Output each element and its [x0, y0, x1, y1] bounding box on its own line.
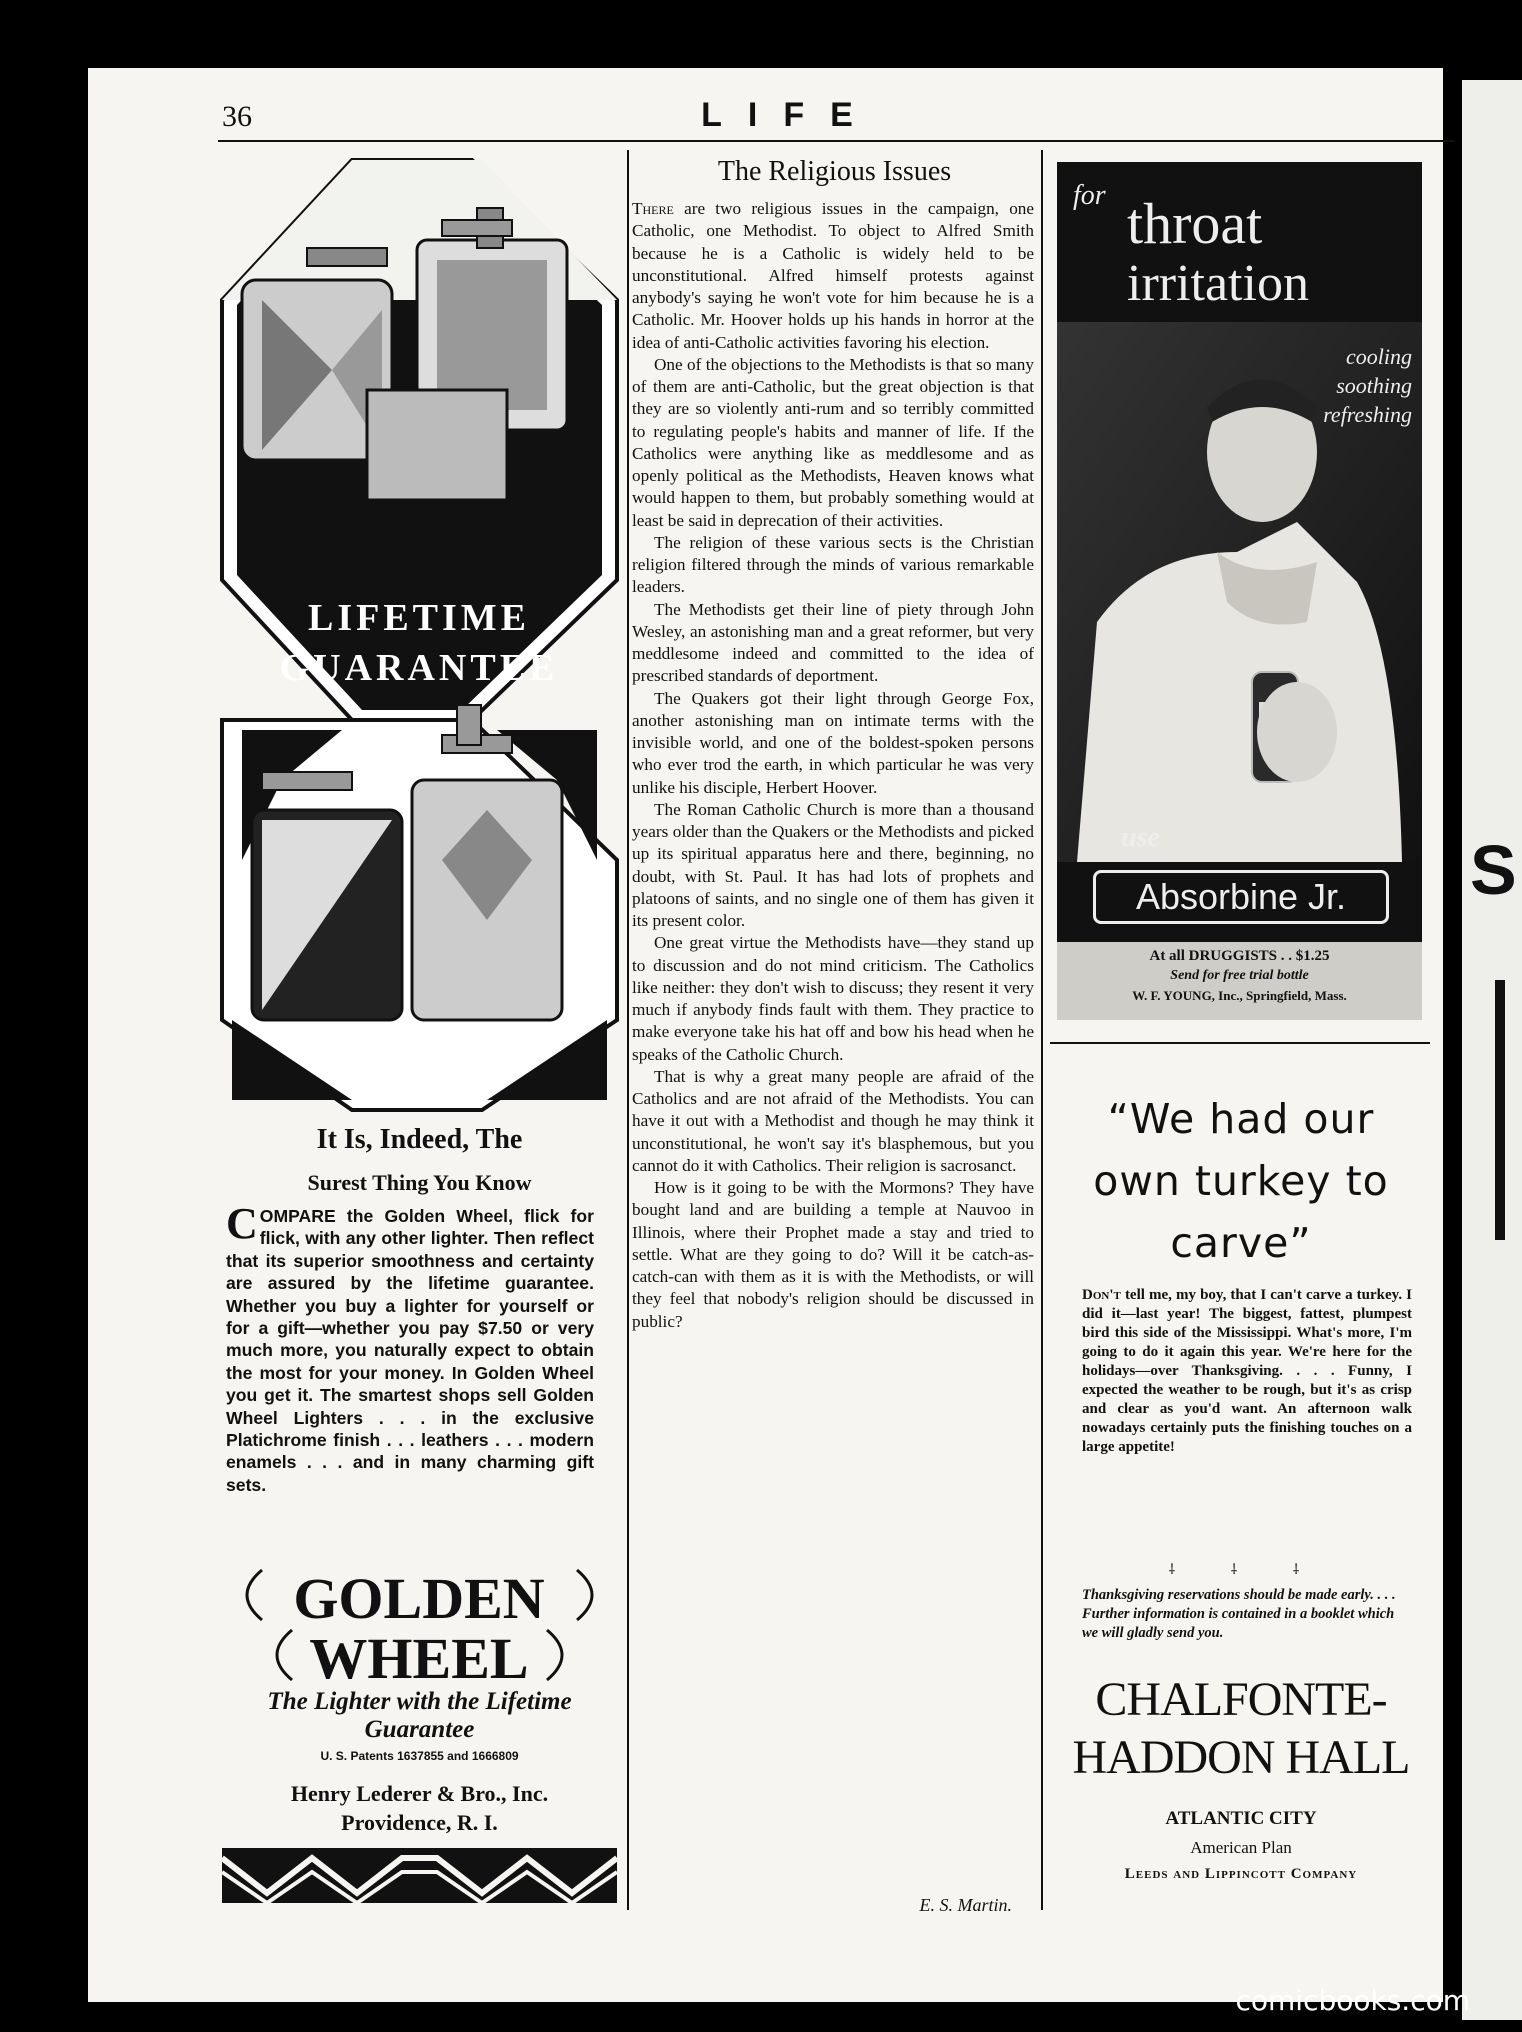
article-paragraph: How is it going to be with the Mormons? They have bought land and are building a temple at Nauvoo in Illinois, where their Prophet made a stay and tried to settle. What are they going to do? Will it be catch-as-catch-can with them as it is with the Methodists, or will they feel that nobody's religion should be discussed in public? — [632, 1178, 1034, 1331]
benefit-soothing: soothing — [1336, 373, 1412, 398]
banner-line1: LIFETIME — [307, 597, 531, 639]
column-rule-left — [627, 150, 629, 1910]
article-paragraph: The Methodists get their line of piety through John Wesley, an astonishing man and a great reformer, but very meddlesome indeed and committed to the idea of prescribed standards of deportment. — [632, 599, 1034, 686]
ad-headline1: throat — [1127, 191, 1263, 256]
page-number: 36 — [222, 100, 252, 133]
hotel-company: Leeds and Lippincott Company — [1124, 1866, 1358, 1882]
brand-line2: WHEEL — [309, 1626, 529, 1691]
article-body — [632, 198, 1034, 1333]
masthead: LIFE — [701, 96, 879, 134]
absorbine-ad — [1057, 162, 1422, 1020]
hotel-ad-lead: Don't — [1082, 1287, 1121, 1303]
article-signature: E. S. Martin. — [919, 1895, 1012, 1915]
article-paragraph: There are two religious issues in the campaign, one Catholic, one Methodist. To object to Alfred Smith because he is a Catholic is widely held to be unconstitutional. Alfred himself protests against anybody's saying he won't vote for him because he is a Catholic. Mr. Hoover holds up his hands in horror at the idea of anti-Catholic activities favoring his election. — [632, 199, 1035, 352]
article-lead: There — [632, 199, 674, 218]
brand-line1: GOLDEN — [293, 1566, 545, 1631]
lighter-illustration — [222, 160, 617, 1110]
lighter-company-city: Providence, R. I. — [341, 1810, 498, 1835]
banner-line2: GUARANTEE — [279, 647, 559, 689]
ad-headline2: irritation — [1127, 255, 1309, 312]
facing-page-letter: S — [1470, 831, 1517, 909]
article-paragraph: That is why a great many people are afraid of the Catholics and are not afraid of the Methodists. You can have it out with a Methodist and though he may think it unconstitutional, he won't say it's blasphemous, but you cannot do it with Catholics. Their religion is sacrosanct. — [632, 1066, 1034, 1175]
hotel-logo-line2: HADDON HALL — [1072, 1731, 1410, 1784]
lighter-ad-headline: It Is, Indeed, The — [316, 1124, 523, 1155]
hotel-logo-line1: CHALFONTE- — [1095, 1673, 1387, 1726]
facing-page-bar — [1495, 980, 1505, 1240]
lighter-ad-subheadline: Surest Thing You Know — [307, 1170, 532, 1195]
ornament-separator: ⸸ ⸸ ⸸ — [1168, 1563, 1326, 1578]
benefit-cooling: cooling — [1346, 344, 1412, 369]
article-title: The Religious Issues — [717, 156, 952, 187]
zigzag-border — [222, 1848, 617, 1903]
ad-price-line: At all DRUGGISTS . . $1.25 — [1149, 948, 1330, 964]
hotel-ad-body: Don't tell me, my boy, that I can't carve a turkey. I did it—last year! The biggest, fattest, plumpest bird this side of the Mississippi. What's more, I'm going to do it again this year. We're here for the holidays—over Thanksgiving. . . . Funny, I expected the weather to be rough, but it's as crisp and clear as you'd want. An afternoon walk nowadays certainly puts the finishing touches on a large appetite! — [1082, 1287, 1413, 1455]
article-paragraph: The Roman Catholic Church is more than a thousand years older than the Quakers or the Methodists and picked up its spiritual apparatus here and there, beginning, no doubt, with St. Paul. It has had lots of prophets and platoons of saints, and no single one of them has given it its present color. — [632, 799, 1034, 930]
ad-for: for — [1073, 180, 1106, 211]
ad-benefits — [1323, 342, 1412, 429]
watermark-credit: comicbooks.com — [1235, 1984, 1470, 2017]
article-paragraph: One of the objections to the Methodists is that so many of them are anti-Catholic, but the great objection is that they are so violently anti-rum and so terribly committed to regulating people's habits and manner of life. If the Catholics were anything like as meddlesome and as openly political as the Methodists, Heaven knows what would happen to them, but probably something would at least be said in deprecation of their activities. — [632, 354, 1034, 530]
hotel-city: ATLANTIC CITY — [1165, 1808, 1317, 1829]
ad-use: use — [1121, 822, 1160, 853]
column-rule-right — [1041, 150, 1043, 1910]
dropcap: C — [226, 1199, 258, 1248]
article-paragraph: The Quakers got their light through George Fox, another astonishing man on intimate terms with the invisible world, and one of the boldest-spoken persons who ever trod the earth, in which particular he was very unlike his disciple, Herbert Hoover. — [632, 688, 1034, 797]
ad-trial-line: Send for free trial bottle — [1170, 968, 1309, 983]
patent-numbers: U. S. Patents 1637855 and 1666809 — [320, 1749, 519, 1763]
absorbine-brand: Absorbine Jr. — [1093, 870, 1389, 924]
lighter-ad-body — [226, 1199, 594, 1496]
header-rule — [218, 140, 1455, 142]
article-paragraph: The religion of these various sects is the Christian religion filtered through the minds of various remarkable leaders. — [632, 532, 1034, 597]
hotel-plan: American Plan — [1190, 1838, 1292, 1857]
lighter-tagline: The Lighter with the Lifetime Guarantee — [267, 1688, 572, 1743]
lighter-ad-text: OMPARE the Golden Wheel, flick for flick, with any other lighter. Then reflect that its superior smoothness and certainty are assured by the lifetime guarantee. Whether you buy a lighter for yourself or for a gift—whether you pay $7.50 or very much more, you naturally expect to obtain the most for your money. In Golden Wheel you get it. The smartest shops sell Golden Wheel Lighters . . . in the exclusive Platichrome finish . . . leathers . . . modern enamels . . . and in many charming gift sets. — [226, 1206, 594, 1495]
ad-divider — [1050, 1042, 1430, 1044]
hotel-ad-note: Thanksgiving reservations should be made early. . . . Further information is contained in a booklet which we will gladly send you. — [1082, 1587, 1396, 1641]
lighter-company: Henry Lederer & Bro., Inc. — [290, 1781, 549, 1806]
facing-page-edge — [1462, 80, 1522, 2020]
article-paragraph: One great virtue the Methodists have—they stand up to discussion and do not mind criticism. The Catholics like neither: they don't wish to discuss; they resent it very much if anybody finds fault with them. They practice to make everyone take his hat off and bow his head when he speaks of the Catholic Church. — [632, 933, 1034, 1064]
benefit-refreshing: refreshing — [1323, 402, 1412, 427]
ad-maker-line: W. F. YOUNG, Inc., Springfield, Mass. — [1132, 988, 1347, 1003]
golden-wheel-logo — [222, 1560, 617, 1690]
hotel-ad-headline: “We had our own turkey to carve” — [1093, 1095, 1389, 1267]
